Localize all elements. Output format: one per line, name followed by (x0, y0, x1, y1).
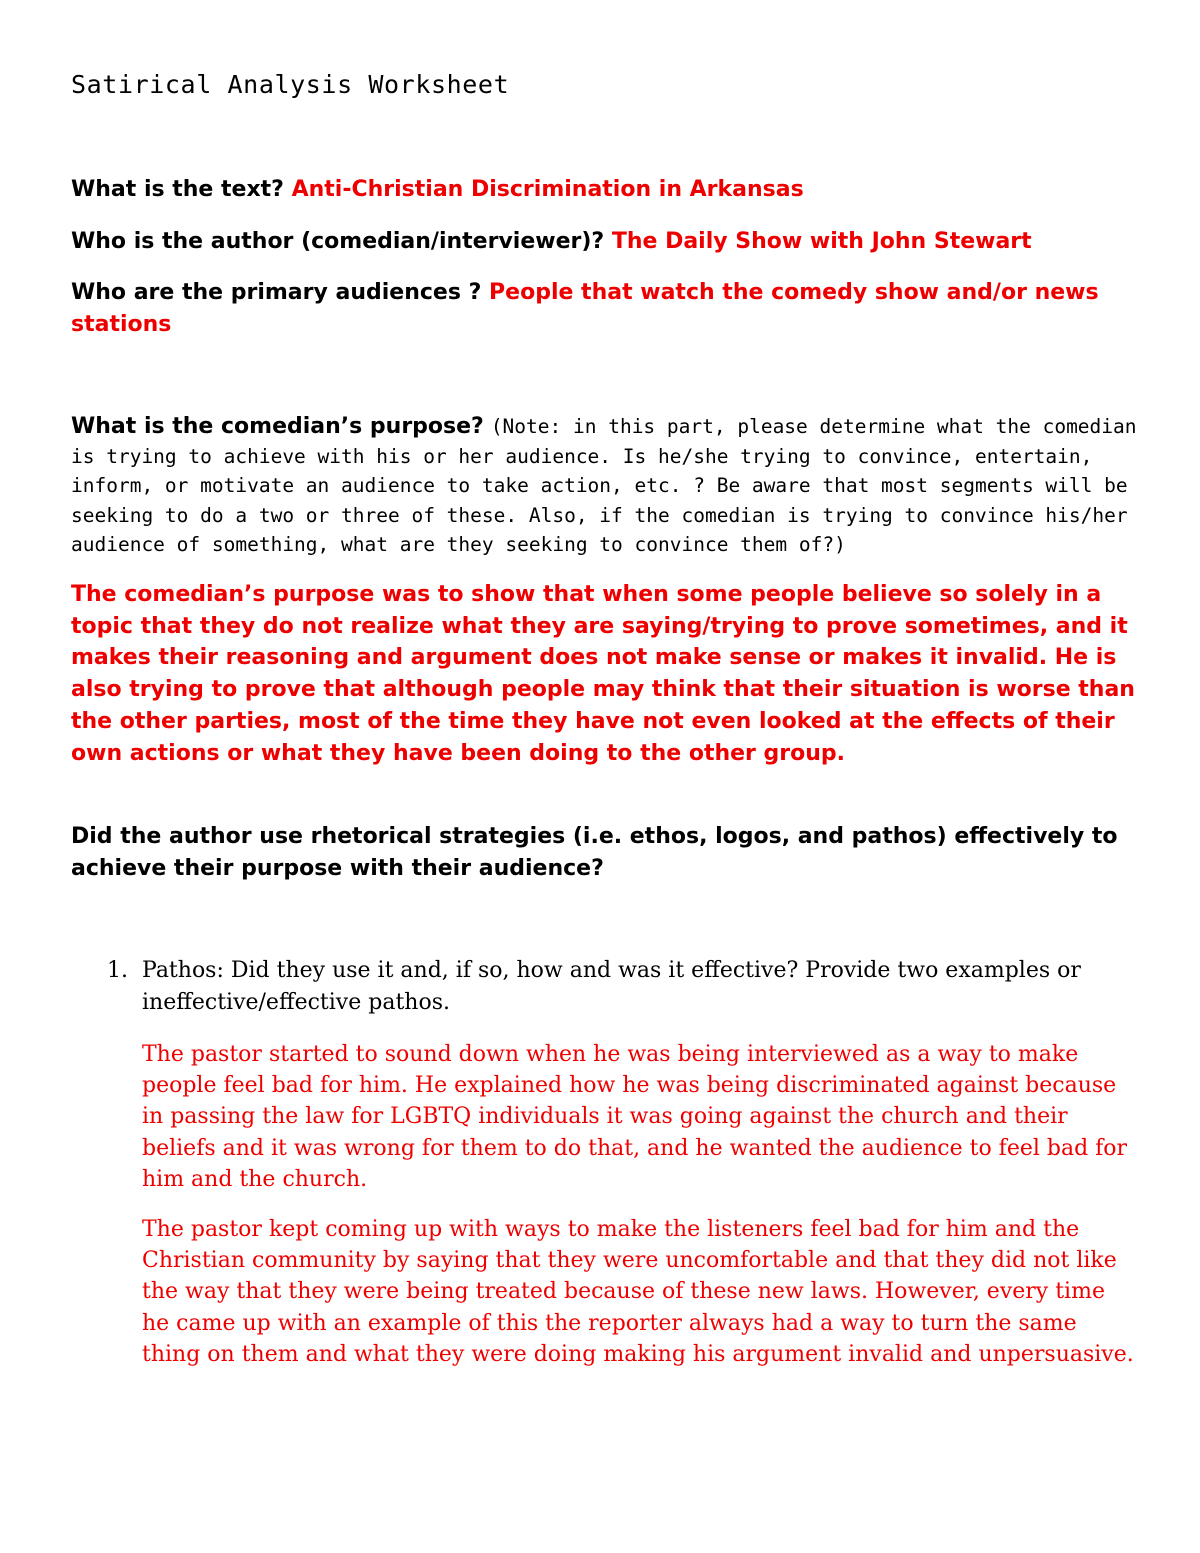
question-audience (71, 277, 1139, 341)
pathos-question: Pathos: Did they use it and, if so, how and was it effective? Provide two examples or ineffective/effective pathos. (142, 958, 1081, 1015)
pathos-example-2: The pastor kept coming up with ways to make the listeners feel bad for him and the Christian community by saying that they were uncomfortable and that they did not like the way that they were being treated because of these new laws. However, every time he came up with an example of this the reporter always had a way to turn the same thing on them and what they were doing making his argument invalid and unpersuasive. (142, 1217, 1134, 1367)
question-purpose (71, 412, 1139, 560)
question-author (71, 226, 1139, 258)
question-text-label: What is the text? (71, 177, 284, 202)
purpose-answer: The comedian’s purpose was to show that when some people believe so solely in a topic that they do not realize what they are saying/trying to prove sometimes, and it makes their reasoning and argument does not make sense or makes it invalid. He is also trying to prove that although people may think that their situation is worse than the other parties, most of the time they have not even looked at the effects of their own actions or what they have been doing to the other group. (71, 582, 1135, 766)
question-purpose-note: (Note: in this part, please determine what the comedian is trying to achieve with his or her audience. Is he/she trying to convince, entertain, inform, or motivate an audience to take action, etc. ? Be aware that most segments will be seeking to do a two or three of these. Also, if the comedian is trying to convince his/her audience of something, what are they seeking to convince them of?) (71, 415, 1137, 556)
question-audience-answer: People that watch the comedy show and/or news stations (71, 280, 1099, 337)
question-rhetoric: Did the author use rhetorical strategies (i.e. ethos, logos, and pathos) effectively to achieve their purpose with their audience? (71, 824, 1118, 881)
question-text-answer: Anti-Christian Discrimination in Arkansas (291, 177, 804, 202)
question-audience-label: Who are the primary audiences ? (71, 280, 482, 305)
question-purpose-label: What is the comedian’s purpose? (71, 414, 484, 439)
list-item-number: 1. (107, 958, 128, 983)
pathos-example-1: The pastor started to sound down when he was being interviewed as a way to make people feel bad for him. He explained how he was being discriminated against because in passing the law for LGBTQ individuals it was going against the church and their beliefs and it was wrong for them to do that, and he wanted the audience to feel bad for him and the church. (142, 1042, 1128, 1192)
question-author-label: Who is the author (comedian/interviewer)? (71, 229, 605, 254)
question-author-answer: The Daily Show with John Stewart (611, 229, 1032, 254)
page-title: Satirical Analysis Worksheet (71, 70, 510, 99)
question-text (71, 174, 1139, 206)
list-item-pathos (71, 955, 1139, 1370)
rhetoric-list (71, 955, 1139, 1370)
